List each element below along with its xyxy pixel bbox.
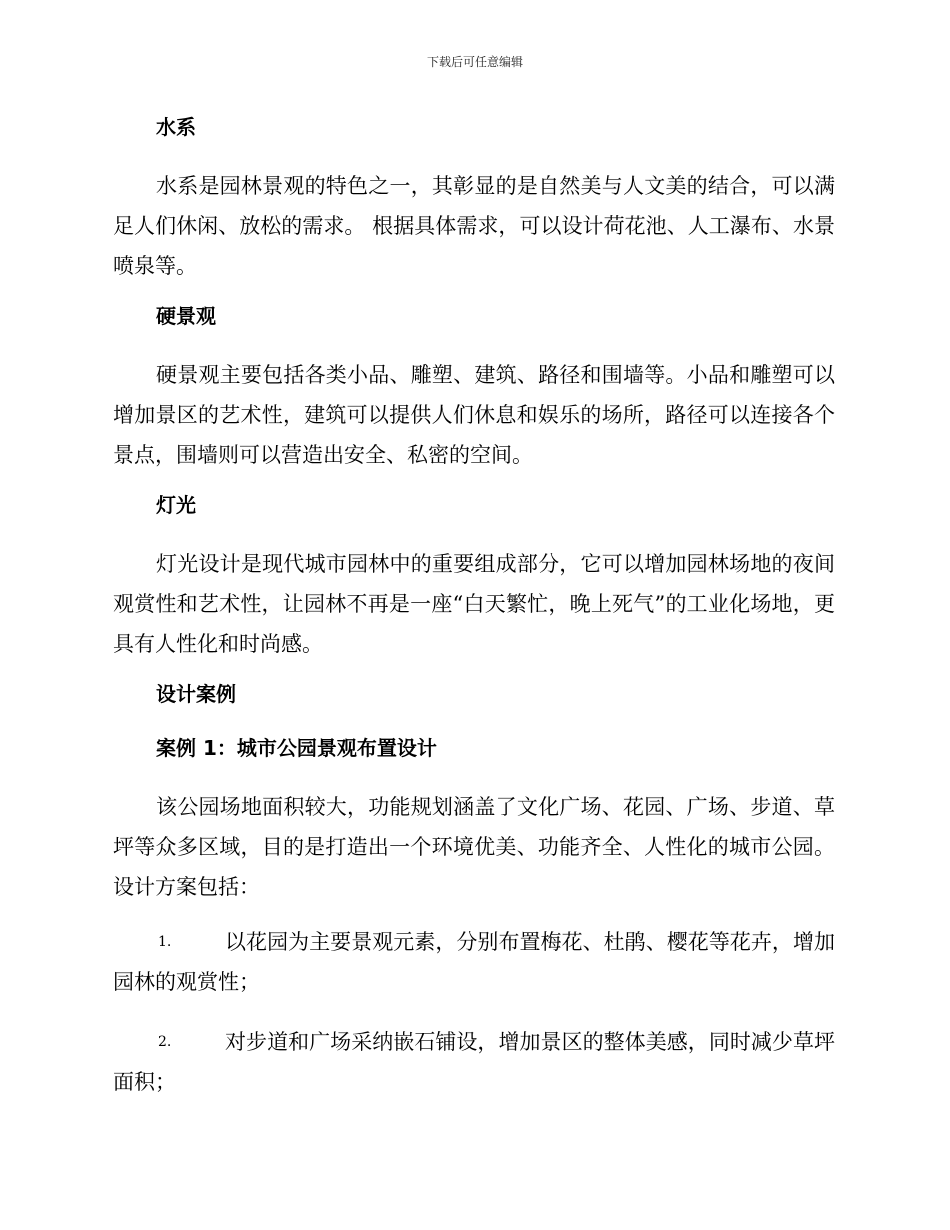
page-header: 下载后可任意编辑: [426, 55, 523, 69]
list-item: [113, 922, 835, 1002]
document-body: [113, 112, 835, 1122]
paragraph-case-1: 该公园场地面积较大，功能规划涵盖了文化广场、花园、广场、步道、草坪等众多区域，目的是打造出一个环境优美、功能齐全、人性化的城市公园。设计方案包括：: [113, 795, 835, 899]
list-item-text: 对步道和广场采纳嵌石铺设，增加景区的整体美感，同时减少草坪面积；: [113, 1030, 835, 1094]
heading-water: 水系: [156, 115, 196, 139]
paragraph-water: 水系是园林景观的特色之一，其彰显的是自然美与人文美的结合，可以满足人们休闲、放松的需求。 根据具体需求，可以设计荷花池、人工瀑布、水景喷泉等。: [113, 174, 835, 278]
heading-lighting: 灯光: [156, 493, 196, 517]
heading-design-cases: 设计案例: [156, 682, 236, 706]
list-item: [113, 1022, 835, 1102]
list-item-number: 2.: [158, 1034, 172, 1050]
heading-case-1: 案例 1：城市公园景观布置设计: [156, 736, 437, 760]
list-item-number: 1.: [158, 934, 172, 950]
heading-hardscape: 硬景观: [156, 304, 216, 328]
list-item-text: 以花园为主要景观元素，分别布置梅花、杜鹃、樱花等花卉，增加园林的观赏性；: [113, 930, 835, 994]
paragraph-hardscape: 硬景观主要包括各类小品、雕塑、建筑、路径和围墙等。小品和雕塑可以增加景区的艺术性，建筑可以提供人们休息和娱乐的场所，路径可以连接各个景点，围墙则可以营造出安全、私密的空间。: [113, 363, 835, 467]
paragraph-lighting: 灯光设计是现代城市园林中的重要组成部分，它可以增加园林场地的夜间观赏性和艺术性，让园林不再是一座“白天繁忙，晚上死气”的工业化场地，更具有人性化和时尚感。: [113, 552, 835, 656]
